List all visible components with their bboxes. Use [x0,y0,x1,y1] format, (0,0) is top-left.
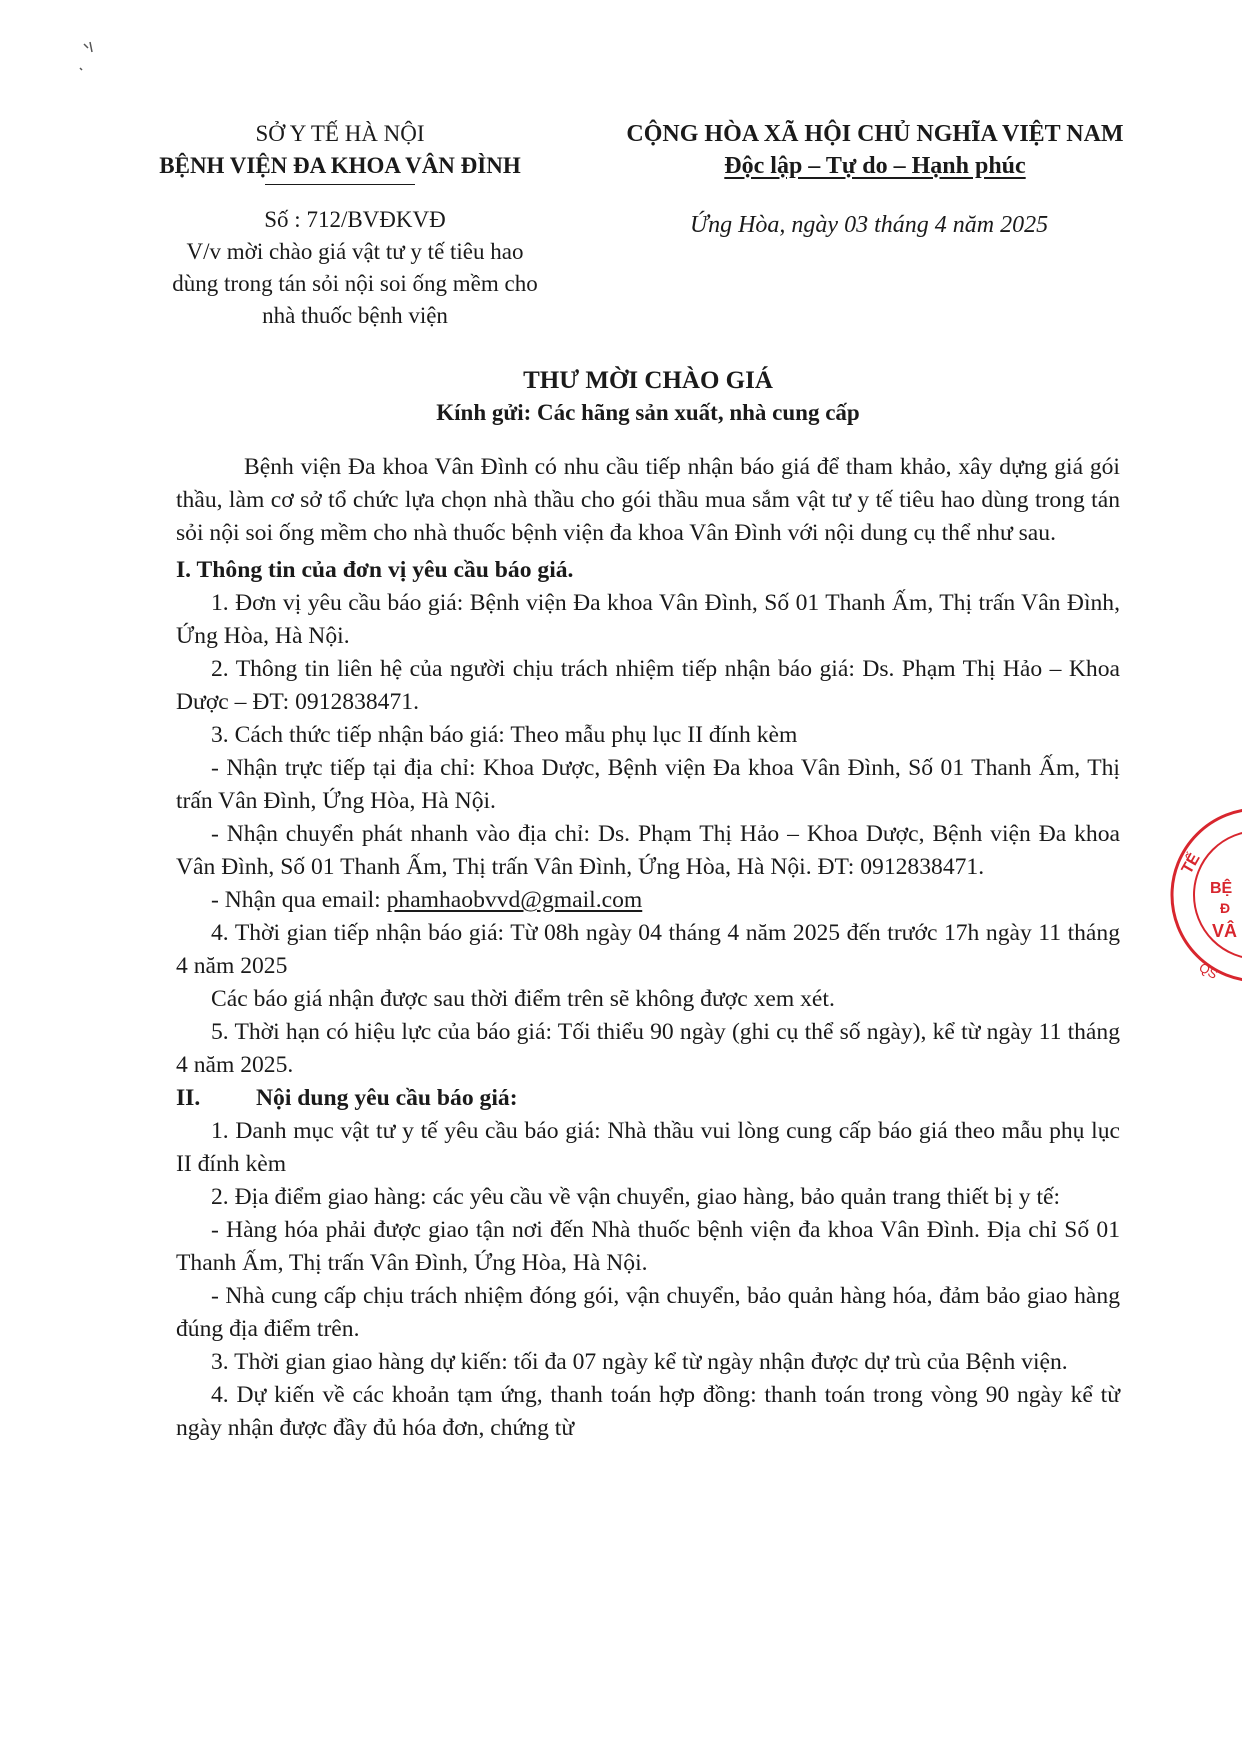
section-2-number: II. [176,1085,201,1111]
subject-line-1: V/v mời chào giá vật tư y tế tiêu hao [186,239,524,264]
s2-item-1: 1. Danh mục vật tư y tế yêu cầu báo giá: Nhà thầu vui lòng cung cấp báo giá theo mẫu phụ lục II đính kèm [176,1118,1120,1177]
national-motto: Độc lập – Tự do – Hạnh phúc [724,153,1026,179]
svg-text:VÂ: VÂ [1212,921,1238,941]
s1-item-4: 4. Thời gian tiếp nhận báo giá: Từ 08h ngày 04 tháng 4 năm 2025 đến trước 17h ngày 11 tháng 4 năm 2025 [176,920,1120,979]
s1-item-1: 1. Đơn vị yêu cầu báo giá: Bệnh viện Đa khoa Vân Đình, Số 01 Thanh Ấm, Thị trấn Vân Đình, Ứng Hòa, Hà Nội. [176,590,1120,649]
document-number: Số : 712/BVĐKVĐ [264,207,446,232]
section-2-heading [176,1082,1120,1115]
section-1-heading: I. Thông tin của đơn vị yêu cầu báo giá. [176,557,574,583]
s1-item-5: 5. Thời hạn có hiệu lực của báo giá: Tối thiểu 90 ngày (ghi cụ thể số ngày), kể từ ngày 11 tháng 4 năm 2025. [176,1019,1120,1078]
s1-item-3c [176,884,1120,917]
intro-paragraph: Bệnh viện Đa khoa Vân Đình có nhu cầu tiếp nhận báo giá để tham khảo, xây dựng giá gói thầu, làm cơ sở tổ chức lựa chọn nhà thầu cho gói thầu mua sắm vật tư y tế tiêu hao dùng trong tán sỏi nội soi ống mềm cho nhà thuốc bệnh viện đa khoa Vân Đình với nội dung cụ thể như sau. [176,454,1120,546]
s1-item-2: 2. Thông tin liên hệ của người chịu trách nhiệm tiếp nhận báo giá: Ds. Phạm Thị Hảo – Khoa Dược – ĐT: 0912838471. [176,656,1120,715]
header-left-rule [265,184,415,185]
s1-item-3a: - Nhận trực tiếp tại địa chỉ: Khoa Dược, Bệnh viện Đa khoa Vân Đình, Số 01 Thanh Ấm, Thị trấn Vân Đình, Ứng Hòa, Hà Nội. [176,755,1120,814]
hospital-seal-icon [1168,805,1242,985]
s2-item-2b: - Nhà cung cấp chịu trách nhiệm đóng gói, vận chuyển, bảo quản hàng hóa, đảm bảo giao hàng đúng địa điểm trên. [176,1283,1120,1342]
subject-line-2: dùng trong tán sỏi nội soi ống mềm cho [172,271,538,296]
subject-line-3: nhà thuốc bệnh viện [262,303,448,328]
s2-item-4: 4. Dự kiến về các khoản tạm ứng, thanh toán hợp đồng: thanh toán trong vòng 90 ngày kể từ ngày nhận được đầy đủ hóa đơn, chứng từ [176,1382,1120,1441]
email-label: - Nhận qua email: [211,887,387,913]
svg-text:QS: QS [1196,959,1221,982]
national-title: CỘNG HÒA XÃ HỘI CHỦ NGHĨA VIỆT NAM [626,121,1124,147]
svg-text:TẾ: TẾ [1178,850,1204,877]
svg-text:Đ: Đ [1220,900,1231,916]
document-date: Ứng Hòa, ngày 03 tháng 4 năm 2025 [690,212,1049,238]
s1-item-3b: - Nhận chuyển phát nhanh vào địa chỉ: Ds. Phạm Thị Hảo – Khoa Dược, Bệnh viện Đa khoa Vân Đình, Số 01 Thanh Ấm, Thị trấn Vân Đình, Ứng Hòa, Hà Nội. ĐT: 0912838471. [176,821,1120,880]
s2-item-2a: - Hàng hóa phải được giao tận nơi đến Nhà thuốc bệnh viện đa khoa Vân Đình. Địa chỉ Số 01 Thanh Ấm, Thị trấn Vân Đình, Ứng Hòa, Hà Nội. [176,1217,1120,1276]
hospital-name: BỆNH VIỆN ĐA KHOA VÂN ĐÌNH [159,153,521,178]
header-left [120,118,560,185]
svg-text:BỆ: BỆ [1210,880,1233,897]
header-right [580,118,1170,182]
document-reference [140,204,570,332]
addressee: Kính gửi: Các hãng sản xuất, nhà cung cấp [436,400,860,425]
email-link[interactable]: phamhaobvvd@gmail.com [386,887,643,913]
s2-item-2: 2. Địa điểm giao hàng: các yêu cầu về vận chuyển, giao hàng, bảo quản trang thiết bị y tế: [211,1184,1061,1210]
page-title: THƯ MỜI CHÀO GIÁ [523,367,773,394]
document-body [176,451,1120,1445]
section-2-title: Nội dung yêu cầu báo giá: [256,1085,518,1111]
s2-item-3: 3. Thời gian giao hàng dự kiến: tối đa 07 ngày kể từ ngày nhận được dự trù của Bệnh viện. [211,1349,1068,1375]
s1-item-3: 3. Cách thức tiếp nhận báo giá: Theo mẫu phụ lục II đính kèm [211,722,798,748]
department-name: SỞ Y TẾ HÀ NỘI [255,121,425,146]
s1-item-4a: Các báo giá nhận được sau thời điểm trên sẽ không được xem xét. [211,986,835,1012]
scan-mark [78,40,108,85]
